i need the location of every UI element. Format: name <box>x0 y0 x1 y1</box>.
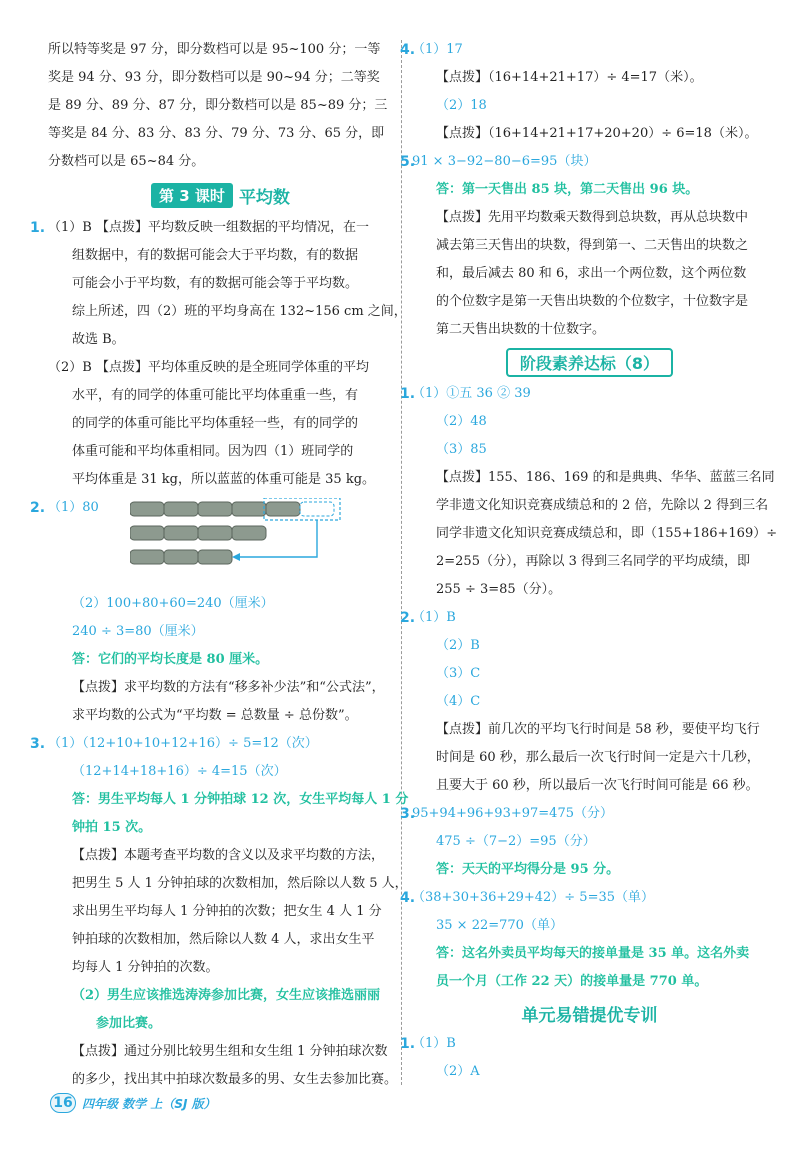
answer-part: （1）17 <box>412 42 463 57</box>
column-divider <box>401 40 402 1085</box>
calc-line: （2）100+80+60=240（厘米） <box>72 596 274 611</box>
question-1 <box>30 214 407 494</box>
lesson-badge: 第 3 课时 <box>151 183 233 208</box>
tip-line: 【点拨】本题考查平均数的含义以及求平均数的方法， <box>72 848 385 863</box>
tip-line: 2=255（分），再除以 3 得到三名同学的平均成绩，即 <box>436 554 751 569</box>
book-label: 四年级 数学 上（SJ 版） <box>82 1096 216 1111</box>
question-number: 4. <box>400 890 416 906</box>
tip-line: 钟拍球的次数相加，然后除以人数 4 人，求出女生平 <box>72 932 375 947</box>
text-line: 水平，有的同学的体重可能比平均体重重一些，有 <box>72 388 359 403</box>
text-line: 综上所述，四（2）班的平均身高在 132~156 cm 之间， <box>72 304 407 319</box>
tip-line: 减去第三天售出的块数，得到第一、二天售出的块数之 <box>436 238 749 253</box>
text-line: 平均体重是 31 kg，所以蓝蓝的体重可能是 35 kg。 <box>72 472 376 487</box>
stage-question-1 <box>400 380 778 604</box>
tip-line: 均每人 1 分钟拍的次数。 <box>72 960 219 975</box>
left-column <box>30 36 409 1094</box>
stage-heading <box>412 346 767 378</box>
text-line: 体重可能和平均体重相同。因为四（1）班同学的 <box>72 444 354 459</box>
text-line: 组数据中，有的数据可能会大于平均数，有的数据 <box>72 248 359 263</box>
tip-line: 同学非遗文化知识竞赛成绩总和，即（155+186+169）÷ <box>436 526 778 541</box>
calc-line: （38+30+36+29+42）÷ 5=35（单） <box>412 890 655 905</box>
text-line: 是 89 分、89 分、87 分，即分数档可以是 85~89 分；三 <box>48 98 388 113</box>
calc-line: 240 ÷ 3=80（厘米） <box>72 624 204 639</box>
answer-line: 答：第一天售出 85 块，第二天售出 96 块。 <box>436 182 699 197</box>
unit-heading: 单元易错提优专训 <box>521 1005 658 1026</box>
calc-line: 35 × 22=770（单） <box>436 918 563 933</box>
bamboo-diagram <box>130 498 350 584</box>
tip-line: 把男生 5 人 1 分钟拍球的次数相加，然后除以人数 5 人， <box>72 876 408 891</box>
tip-line: 【点拨】155、186、169 的和是典典、华华、蓝蓝三名同 <box>436 470 775 485</box>
question-3 <box>30 730 409 1094</box>
text-line: 可能会小于平均数，有的数据可能会等于平均数。 <box>72 276 359 291</box>
question-number: 1. <box>30 220 46 236</box>
stage-question-3 <box>400 800 767 884</box>
calc-line: 95+94+96+93+97=475（分） <box>412 806 613 821</box>
page-footer <box>50 1092 216 1114</box>
answer-part: （2）18 <box>436 98 487 113</box>
text-line: 故选 B。 <box>72 332 125 347</box>
tip-line: 且要大于 60 秒，所以最后一次飞行时间可能是 66 秒。 <box>436 778 759 793</box>
question-4 <box>400 36 767 148</box>
answer-line: 参加比赛。 <box>96 1016 162 1031</box>
stage-question-4 <box>400 884 767 996</box>
question-number: 5. <box>400 154 416 170</box>
text-line: 分数档可以是 65~84 分。 <box>48 154 205 169</box>
question-number: 2. <box>30 500 46 516</box>
tip-line: 【点拨】通过分别比较男生组和女生组 1 分钟拍球次数 <box>72 1044 388 1059</box>
answer-line: 答：天天的平均得分是 95 分。 <box>436 862 620 877</box>
answer-part: （1）80 <box>48 500 99 515</box>
answer-part: （2）B <box>436 638 480 653</box>
tip-line: 的个位数字是第一天售出块数的个位数字，十位数字是 <box>436 294 749 309</box>
calc-line: 91 × 3−92−80−6=95（块） <box>412 154 597 169</box>
answer-part: （2）48 <box>436 414 487 429</box>
question-number: 4. <box>400 42 416 58</box>
text-line: （1）B 【点拨】平均数反映一组数据的平均情况，在一 <box>48 220 369 235</box>
tip-line: 求出男生平均每人 1 分钟拍的次数；把女生 4 人 1 分 <box>72 904 382 919</box>
intro-paragraph <box>48 36 393 176</box>
page-number: 16 <box>50 1093 76 1113</box>
lesson-heading <box>48 178 393 212</box>
answer-part: （1）B <box>412 1036 456 1051</box>
text-line: （2）B 【点拨】平均体重反映的是全班同学体重的平均 <box>48 360 369 375</box>
tip-line: 的多少，找出其中拍球次数最多的男、女生去参加比赛。 <box>72 1072 398 1087</box>
question-number: 3. <box>400 806 416 822</box>
question-2 <box>30 494 393 730</box>
question-number: 3. <box>30 736 46 752</box>
text-line: 等奖是 84 分、83 分、83 分、79 分、73 分、65 分，即 <box>48 126 385 141</box>
answer-line: 员一个月（工作 22 天）的接单量是 770 单。 <box>436 974 708 989</box>
answer-part: （2）A <box>436 1064 480 1079</box>
text-line: 的同学的体重可能比平均体重轻一些，有的同学的 <box>72 416 359 431</box>
unit-question-1 <box>400 1030 767 1086</box>
tip-line: 【点拨】求平均数的方法有“移多补少法”和“公式法”， <box>72 680 385 695</box>
answer-part: （3）85 <box>436 442 487 457</box>
stage-question-2 <box>400 604 767 800</box>
calc-line: （12+14+18+16）÷ 4=15（次） <box>72 764 287 779</box>
question-5 <box>400 148 767 344</box>
tip-line: 【点拨】（16+14+21+17）÷ 4=17（米）。 <box>436 70 703 85</box>
tip-line: 求平均数的公式为“平均数 = 总数量 ÷ 总份数”。 <box>72 708 358 723</box>
answer-part: （1）B <box>412 610 456 625</box>
stage-title: 阶段素养达标（8） <box>506 348 673 377</box>
tip-line: 第二天售出块数的十位数字。 <box>436 322 606 337</box>
answer-line: 答：这名外卖员平均每天的接单量是 35 单。这名外卖 <box>436 946 750 961</box>
tip-line: 学非遗文化知识竞赛成绩总和的 2 倍，先除以 2 得到三名 <box>436 498 769 513</box>
answer-line: （2）男生应该推选涛涛参加比赛，女生应该推选丽丽 <box>72 988 381 1003</box>
answer-part: （4）C <box>436 694 481 709</box>
answer-line: 答：它们的平均长度是 80 厘米。 <box>72 652 269 667</box>
tip-line: 【点拨】前几次的平均飞行时间是 58 秒，要使平均飞行 <box>436 722 760 737</box>
text-line: 奖是 94 分、93 分，即分数档可以是 90~94 分；二等奖 <box>48 70 380 85</box>
question-number: 2. <box>400 610 416 626</box>
lesson-title: 平均数 <box>238 187 290 208</box>
bamboo-figure-row <box>30 494 393 590</box>
calc-line: 475 ÷（7−2）=95（分） <box>436 834 596 849</box>
answer-part: （3）C <box>436 666 481 681</box>
tip-line: 【点拨】先用平均数乘天数得到总块数，再从总块数中 <box>436 210 749 225</box>
question-number: 1. <box>400 386 416 402</box>
tip-line: 【点拨】（16+14+21+17+20+20）÷ 6=18（米）。 <box>436 126 758 141</box>
tip-line: 255 ÷ 3=85（分）。 <box>436 582 562 597</box>
answer-part: （1）①五 36 ② 39 <box>412 386 531 401</box>
answer-line: 钟拍 15 次。 <box>72 820 152 835</box>
text-line: 所以特等奖是 97 分，即分数档可以是 95~100 分；一等 <box>48 42 381 57</box>
calc-line: （1）（12+10+10+12+16）÷ 5=12（次） <box>48 736 318 751</box>
right-column <box>400 36 778 1086</box>
answer-line: 答：男生平均每人 1 分钟拍球 12 次，女生平均每人 1 分 <box>72 792 409 807</box>
question-number: 1. <box>400 1036 416 1052</box>
tip-line: 时间是 60 秒，那么最后一次飞行时间一定是六十几秒， <box>436 750 760 765</box>
tip-line: 和，最后减去 80 和 6，求出一个两位数，这个两位数 <box>436 266 747 281</box>
